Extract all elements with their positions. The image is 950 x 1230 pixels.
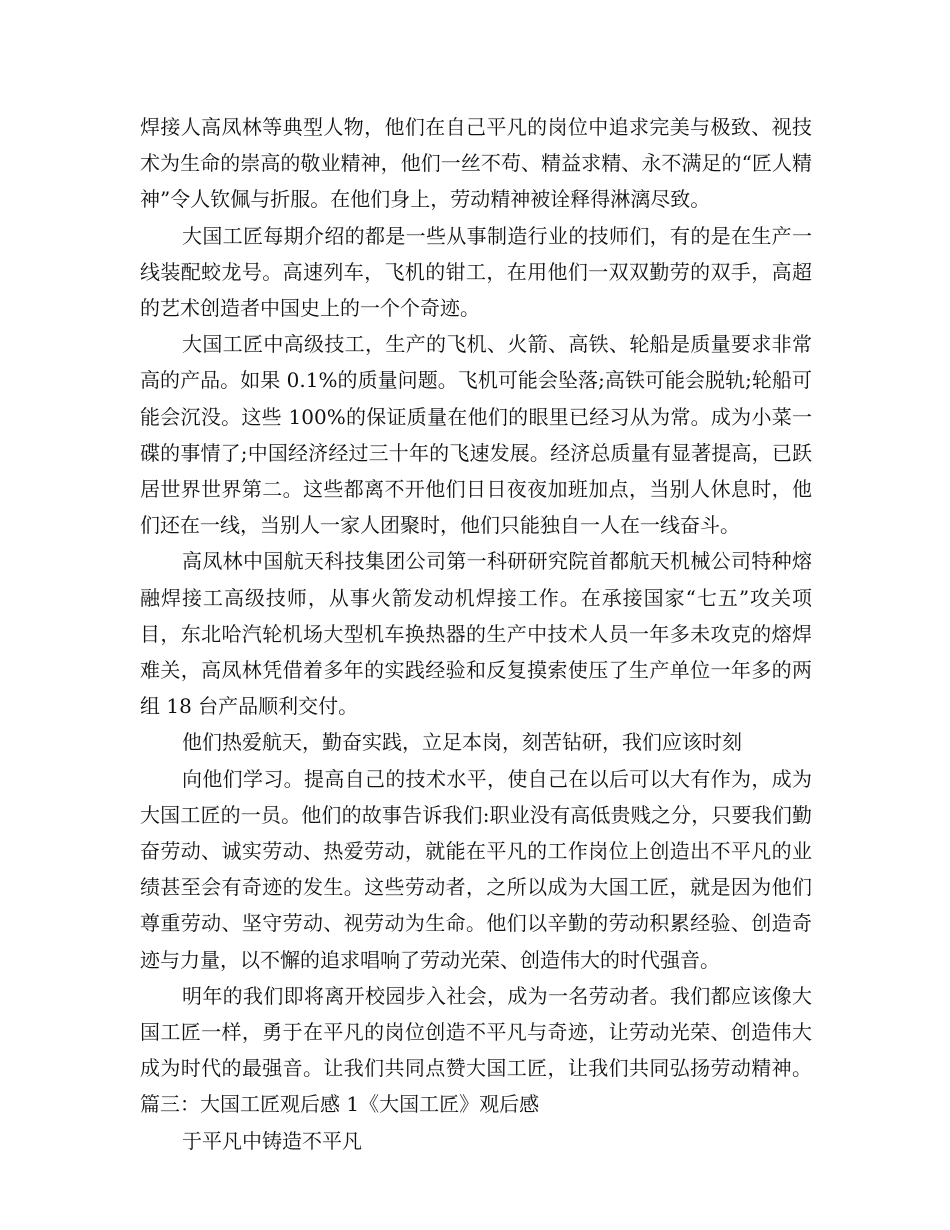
paragraph-4: 高凤林中国航天科技集团公司第一科研研究院首都航天机械公司特种熔融焊接工高级技师，从事火箭发动机焊接工作。在承接国家“七五”攻关项目，东北哈汽轮机场大型机车换热器的生产中技术人员一年多未攻克的熔焊难关，高凤林凭借着多年的实践经验和反复摸索使压了生产单位一年多的两组 18 台产品顺利交付。	[140, 549, 812, 719]
document-body	[140, 109, 812, 1159]
paragraph-5: 他们热爱航天，勤奋实践，立足本岗，刻苦钻研，我们应该时刻	[182, 730, 742, 755]
paragraph-3: 大国工匠中高级技工，生产的飞机、火箭、高铁、轮船是质量要求非常高的产品。如果 0.1%的质量问题。飞机可能会坠落;高铁可能会脱轨;轮船可能会沉没。这些 100%的保证质量在他们的眼里已经习从为常。成为小菜一碟的事情了;中国经济经过三十年的飞速发展。经济总质量有显著提高，已跃居世界世界第二。这些都离不开他们日日夜夜加班加点，当别人休息时，他们还在一线，当别人一家人团聚时，他们只能独自一人在一线奋斗。	[140, 332, 812, 538]
paragraph-6: 向他们学习。提高自己的技术水平，使自己在以后可以大有作为，成为大国工匠的一员。他们的故事告诉我们:职业没有高低贵贱之分，只要我们勤奋劳动、诚实劳动、热爱劳动，就能在平凡的工作岗位上创造出不平凡的业绩甚至会有奇迹的发生。这些劳动者，之所以成为大国工匠，就是因为他们尊重劳动、坚守劳动、视劳动为生命。他们以辛勤的劳动积累经验、创造奇迹与力量，以不懈的追求唱响了劳动光荣、创造伟大的时代强音。	[140, 766, 812, 972]
paragraph-7: 明年的我们即将离开校园步入社会，成为一名劳动者。我们都应该像大国工匠一样，勇于在平凡的岗位创造不平凡与奇迹，让劳动光荣、创造伟大成为时代的最强音。让我们共同点赞大国工匠，让我们共同弘扬劳动精神。篇三：大国工匠观后感 1《大国工匠》观后感	[140, 983, 812, 1117]
paragraph-2: 大国工匠每期介绍的都是一些从事制造行业的技师们，有的是在生产一线装配蛟龙号。高速列车，飞机的钳工，在用他们一双双勤劳的双手，高超的艺术创造者中国史上的一个个奇迹。	[140, 223, 812, 321]
paragraph-1: 焊接人高凤林等典型人物，他们在自己平凡的岗位中追求完美与极致、视技术为生命的崇高的敬业精神，他们一丝不苟、精益求精、永不满足的“匠人精神”令人钦佩与折服。在他们身上，劳动精神被诠释得淋漓尽致。	[140, 115, 812, 212]
paragraph-8: 于平凡中铸造不平凡	[182, 1128, 362, 1153]
